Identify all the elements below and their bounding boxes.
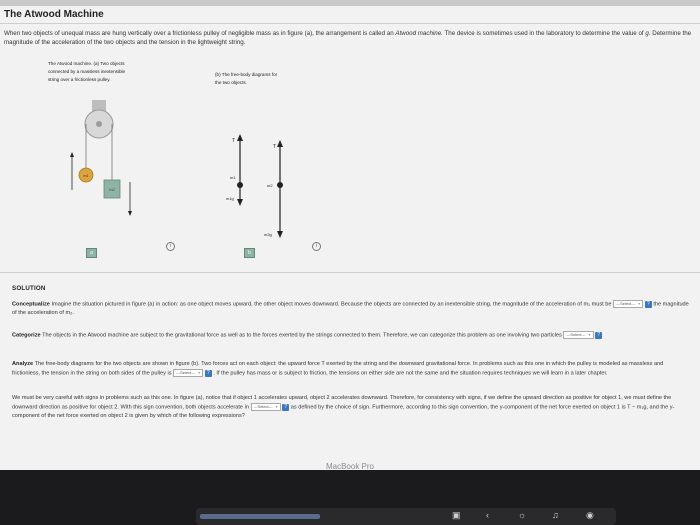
top-strip [0, 0, 700, 6]
fbd2-gravity-head [277, 231, 283, 238]
solution-heading: SOLUTION [12, 285, 46, 292]
analyze-select[interactable]: ---Select--- ▾ [173, 369, 203, 377]
mass-m1-label: m1 [83, 173, 89, 178]
figure-b-caption: (b) The free-body diagrams for the two objects. [215, 72, 278, 85]
title-divider [0, 23, 700, 24]
accel-arrow-up-head [70, 152, 74, 157]
solution-divider [0, 272, 700, 273]
conceptualize-select[interactable]: ---Select--- ▾ [613, 300, 643, 308]
siri-icon[interactable]: ◉ [586, 510, 594, 520]
analyze-paragraph: Analyze The free-body diagrams for the two objects are shown in figure (b). Two forces act on each object: the upward force T exerted by the string and the downward gravitational force. In problems such as this one in which the pulley is modeled as massless and frictionless, the tension in the string on both sides of the pulley is ---Select--- ▾ ? . If the pulley has mass or is subject to friction, the tensions on either side are not the same and the situation requires techniques we will learn in a later chapter. [12, 361, 664, 377]
pulley-axle [96, 121, 102, 127]
categorize-select[interactable]: ---Select--- ▾ [563, 331, 593, 339]
help-icon[interactable]: ? [645, 301, 652, 308]
figure-a-caption: The Atwood machine. (a) Two objects connected by a massless inextensible string over a frictionless pulley. [48, 61, 126, 82]
fbd1-tension-head [237, 134, 243, 141]
fbd1-tension-label: T [232, 138, 236, 144]
chevron-down-icon: ▾ [275, 404, 278, 409]
fbd2-mass-label: m2 [267, 183, 273, 188]
chevron-down-icon: ▾ [198, 370, 201, 375]
screenshot-icon[interactable]: ▣ [452, 510, 461, 520]
atwood-term: Atwood machine. [395, 30, 443, 37]
intro-paragraph: When two objects of unequal mass are hung vertically over a frictionless pulley of negligible mass as in figure (a), the arrangement is called an Atwood machine. The device is sometimes used in the laboratory to determine the value of g. Determine the magnitude of the acceleration of the two objects and the tension in the lightweight string. [4, 30, 692, 46]
fbd1-mass-label: m1 [230, 175, 236, 180]
atwood-figure [60, 100, 340, 275]
fbd2-weight-label: m2g [264, 232, 272, 237]
fbd2-tension-label: T [273, 144, 277, 150]
categorize-paragraph: Categorize The objects in the Atwood machine are subject to the gravitational force as well as to the forces exerted by the strings connected to them. Therefore, we can categorize this problem as one involving two particles ---Select--- ▾ ? [12, 331, 692, 340]
conceptualize-paragraph: Conceptualize Imagine the situation pictured in figure (a) in action: as one object moves upward, the other object moves downward. Because the objects are connected by an inextensible string, the magnitude of the acceleration of m₁ must be ---Select--- ▾ ? the magnitude of the acceleration of m₂. [12, 300, 689, 317]
figure-b-tag [244, 241, 255, 259]
device-label: MacBook Pro [325, 462, 375, 471]
chevron-down-icon: ▾ [638, 301, 641, 306]
help-icon[interactable]: ? [282, 404, 289, 411]
mass-m2-label: m2 [109, 187, 115, 192]
sign-convention-paragraph: We must be very careful with signs in problems such as this one. In figure (a), notice that if object 1 accelerates upward, object 2 accelerates downward. Therefore, for consistency with signs, if we define the upward direction as positive for object 1, we must define the downward direction as positive for object 2. With this sign convention, both objects accelerate in ---Select--- ▾ ? as defined by the choice of sign. Furthermore, according to this sign convention, the y-component of the net force exerted on object 1 is T − m₁g, and the y-component of the net force exerted on object 2 is given by which of the following expressions? [12, 395, 675, 420]
brightness-icon[interactable]: ☼ [518, 510, 527, 520]
fbd1-weight-label: m1g [226, 196, 234, 201]
accel-arrow-down-head [128, 211, 132, 216]
page-title: The Atwood Machine [4, 9, 104, 20]
fbd1-gravity-head [237, 199, 243, 206]
chevron-left-icon[interactable]: ‹ [486, 510, 489, 520]
help-icon[interactable]: ? [205, 370, 212, 377]
info-icon[interactable]: i [166, 242, 175, 251]
chevron-down-icon: ▾ [588, 332, 591, 337]
fbd2-tension-head [277, 140, 283, 147]
figure-tag-a-icon: a [86, 248, 97, 258]
help-icon[interactable]: ? [595, 332, 602, 339]
volume-icon[interactable]: ♫ [552, 510, 559, 520]
info-icon[interactable]: i [312, 242, 321, 251]
direction-select[interactable]: ---Select--- ▾ [251, 403, 281, 411]
figure-tag-b-icon: b [244, 248, 255, 258]
figure-a-tag [86, 241, 97, 259]
touch-bar-slider[interactable] [200, 514, 320, 519]
